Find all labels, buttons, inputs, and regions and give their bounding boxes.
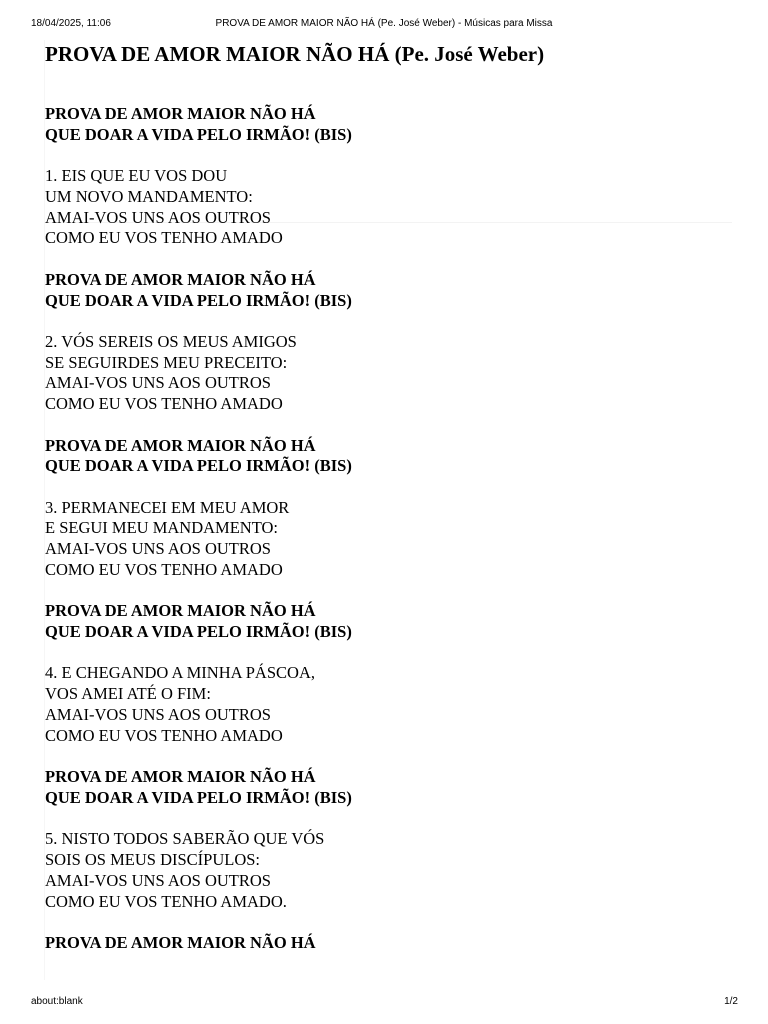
verse-line: SOIS OS MEUS DISCÍPULOS: <box>45 850 261 870</box>
refrain-stanza <box>45 436 725 478</box>
verse-line: AMAI-VOS UNS AOS OUTROS <box>45 705 271 725</box>
refrain-line: PROVA DE AMOR MAIOR NÃO HÁ <box>45 269 316 289</box>
verse-line: AMAI-VOS UNS AOS OUTROS <box>45 539 271 559</box>
refrain-stanza <box>45 601 725 643</box>
verse-line: VOS AMEI ATÉ O FIM: <box>45 684 211 704</box>
song-title: PROVA DE AMOR MAIOR NÃO HÁ (Pe. José Weber) <box>45 42 545 66</box>
verse-line: AMAI-VOS UNS AOS OUTROS <box>45 373 271 393</box>
verse-line: COMO EU VOS TENHO AMADO <box>45 228 283 248</box>
song-lyrics <box>45 104 725 954</box>
refrain-line: QUE DOAR A VIDA PELO IRMÃO! (BIS) <box>45 124 352 144</box>
print-footer <box>0 994 768 1010</box>
refrain-line: PROVA DE AMOR MAIOR NÃO HÁ <box>45 932 316 952</box>
refrain-stanza <box>45 270 725 312</box>
page-number: 1/2 <box>724 996 738 1007</box>
print-date: 18/04/2025, 11:06 <box>31 18 111 29</box>
refrain-stanza <box>45 933 725 954</box>
refrain-line: QUE DOAR A VIDA PELO IRMÃO! (BIS) <box>45 787 352 807</box>
verse-line: UM NOVO MANDAMENTO: <box>45 186 253 206</box>
song-content <box>45 40 725 974</box>
verse-stanza <box>45 332 725 415</box>
verse-stanza <box>45 498 725 581</box>
verse-line: COMO EU VOS TENHO AMADO. <box>45 891 287 911</box>
print-url: about:blank <box>31 996 83 1007</box>
verse-stanza <box>45 166 725 249</box>
verse-line: 3. PERMANECEI EM MEU AMOR <box>45 497 290 517</box>
verse-line: COMO EU VOS TENHO AMADO <box>45 394 283 414</box>
print-header <box>0 16 768 32</box>
refrain-line: QUE DOAR A VIDA PELO IRMÃO! (BIS) <box>45 456 352 476</box>
refrain-stanza <box>45 104 725 146</box>
verse-stanza <box>45 663 725 746</box>
refrain-line: QUE DOAR A VIDA PELO IRMÃO! (BIS) <box>45 290 352 310</box>
verse-line: 4. E CHEGANDO A MINHA PÁSCOA, <box>45 663 315 683</box>
verse-line: 5. NISTO TODOS SABERÃO QUE VÓS <box>45 829 325 849</box>
verse-line: COMO EU VOS TENHO AMADO <box>45 560 283 580</box>
verse-line: 2. VÓS SEREIS OS MEUS AMIGOS <box>45 331 297 351</box>
verse-line: COMO EU VOS TENHO AMADO <box>45 725 283 745</box>
verse-line: E SEGUI MEU MANDAMENTO: <box>45 518 278 538</box>
verse-stanza <box>45 829 725 912</box>
verse-line: 1. EIS QUE EU VOS DOU <box>45 166 228 186</box>
refrain-line: QUE DOAR A VIDA PELO IRMÃO! (BIS) <box>45 622 352 642</box>
refrain-line: PROVA DE AMOR MAIOR NÃO HÁ <box>45 767 316 787</box>
verse-line: AMAI-VOS UNS AOS OUTROS <box>45 207 271 227</box>
refrain-line: PROVA DE AMOR MAIOR NÃO HÁ <box>45 435 316 455</box>
refrain-line: PROVA DE AMOR MAIOR NÃO HÁ <box>45 104 316 123</box>
refrain-stanza <box>45 767 725 809</box>
verse-line: AMAI-VOS UNS AOS OUTROS <box>45 870 271 890</box>
print-document-title: PROVA DE AMOR MAIOR NÃO HÁ (Pe. José Weber) - Músicas para Missa <box>215 18 553 29</box>
verse-line: SE SEGUIRDES MEU PRECEITO: <box>45 352 288 372</box>
refrain-line: PROVA DE AMOR MAIOR NÃO HÁ <box>45 601 316 621</box>
